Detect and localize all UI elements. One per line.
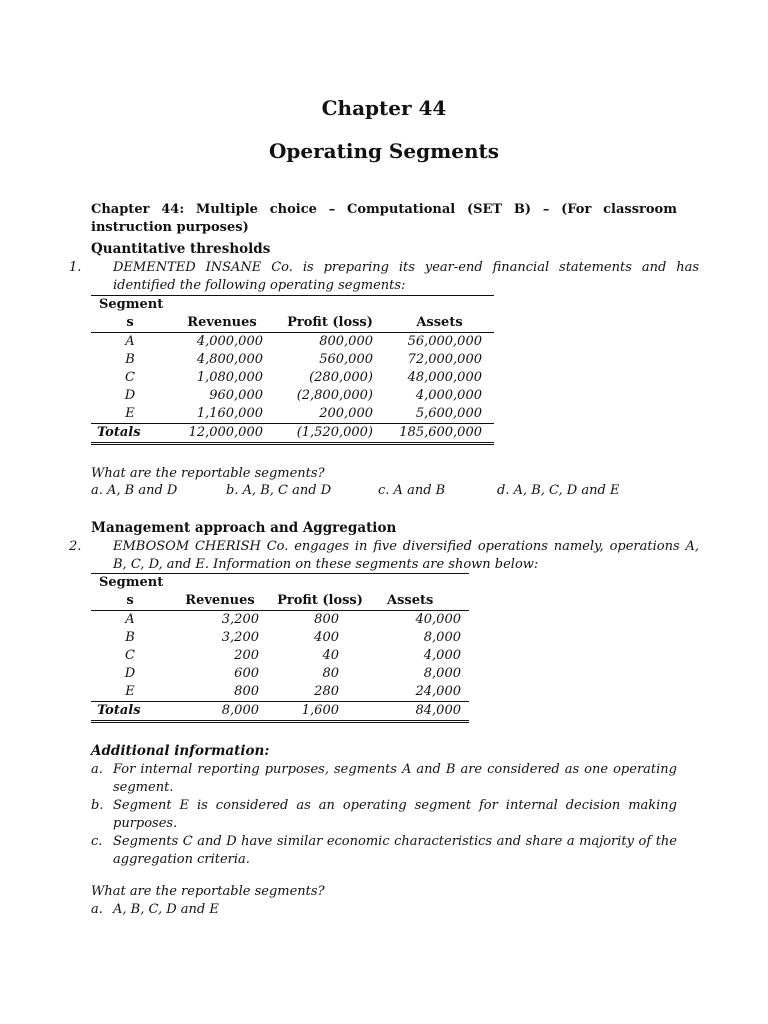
table-cell: (2,800,000) xyxy=(296,388,373,403)
table-cell: (280,000) xyxy=(309,370,373,385)
table-cell: 400 xyxy=(314,630,339,645)
table-cell: 800,000 xyxy=(319,334,373,349)
choice-1d: d. A, B, C, D and E xyxy=(497,483,620,498)
chapter-subtitle: Operating Segments xyxy=(268,139,500,163)
table-cell: B xyxy=(125,630,135,645)
table-cell: C xyxy=(125,370,135,385)
list-item-text: Segments C and D have similar economic characteristics and share a majority of the aggregation criteria. xyxy=(113,834,677,867)
table-1-col-assets: Assets xyxy=(385,314,494,333)
table-cell: Totals xyxy=(91,424,169,444)
table-totals-row xyxy=(91,424,494,444)
question-2-ask: What are the reportable segments? xyxy=(91,884,325,899)
table-cell: E xyxy=(125,406,135,421)
table-cell: 4,000,000 xyxy=(415,388,482,403)
table-2-col-assets: Assets xyxy=(369,592,469,611)
table-cell: A xyxy=(125,334,135,349)
table-cell: 8,000 xyxy=(169,702,271,722)
table-cell: 560,000 xyxy=(319,352,373,367)
table-row xyxy=(91,405,494,424)
table-cell: 3,200 xyxy=(221,612,259,627)
additional-info-title: Additional information: xyxy=(91,743,270,759)
table-row xyxy=(91,387,494,405)
table-1-col-segment: s xyxy=(91,314,169,333)
table-cell: 84,000 xyxy=(369,702,469,722)
table-row xyxy=(91,629,469,647)
table-row xyxy=(91,369,494,387)
table-cell: 185,600,000 xyxy=(385,424,494,444)
table-cell: 40 xyxy=(322,648,339,663)
choice-2a-text: A, B, C, D and E xyxy=(113,902,219,917)
table-cell: 56,000,000 xyxy=(407,334,482,349)
list-item-mark: b. xyxy=(91,798,104,813)
list-item-mark: a. xyxy=(91,762,103,777)
table-row xyxy=(91,333,494,352)
table-cell: E xyxy=(125,684,135,699)
set-heading: Chapter 44: Multiple choice – Computational (SET B) – (For classroom instruction purposes) xyxy=(91,202,677,235)
table-cell: 72,000,000 xyxy=(407,352,482,367)
table-row xyxy=(91,611,469,630)
table-cell: B xyxy=(125,352,135,367)
table-cell: 200 xyxy=(234,648,259,663)
table-2-header-segment: Segment xyxy=(99,575,164,590)
table-2-col-segment: s xyxy=(91,592,169,611)
table-cell: 40,000 xyxy=(415,612,461,627)
table-cell: 800 xyxy=(234,684,259,699)
chapter-title: Chapter 44 xyxy=(321,96,447,120)
table-cell: C xyxy=(125,648,135,663)
choice-1c: c. A and B xyxy=(378,483,446,498)
table-cell: 1,080,000 xyxy=(196,370,263,385)
table-cell: 8,000 xyxy=(423,666,461,681)
table-cell: 200,000 xyxy=(319,406,373,421)
question-1 xyxy=(69,259,699,295)
table-cell: 4,800,000 xyxy=(196,352,263,367)
table-cell: 280 xyxy=(314,684,339,699)
question-2-number: 2. xyxy=(69,539,82,554)
table-totals-row xyxy=(91,702,469,722)
question-2 xyxy=(69,538,699,574)
list-item-text: For internal reporting purposes, segments A and B are considered as one operating segment. xyxy=(113,762,677,795)
table-cell: 600 xyxy=(234,666,259,681)
table-cell: 5,600,000 xyxy=(415,406,482,421)
list-item xyxy=(91,797,677,833)
table-cell: 8,000 xyxy=(423,630,461,645)
table-2-col-profit: Profit (loss) xyxy=(271,592,369,611)
segment-table-2 xyxy=(91,573,469,723)
table-cell: 4,000 xyxy=(423,648,461,663)
choice-1b: b. A, B, C and D xyxy=(226,483,332,498)
table-cell: 1,600 xyxy=(271,702,369,722)
table-1-col-revenues: Revenues xyxy=(169,314,275,333)
table-cell: 48,000,000 xyxy=(407,370,482,385)
table-row xyxy=(91,683,469,702)
table-cell: 4,000,000 xyxy=(196,334,263,349)
additional-info-list xyxy=(91,761,677,869)
table-row xyxy=(91,665,469,683)
list-item xyxy=(91,833,677,869)
table-1-col-profit: Profit (loss) xyxy=(275,314,385,333)
table-2-col-revenues: Revenues xyxy=(169,592,271,611)
choice-1a: a. A, B and D xyxy=(91,483,178,498)
choice-2a xyxy=(91,901,219,919)
question-2-text: EMBOSOM CHERISH Co. engages in five diversified operations namely, operations A, B, C, D, and E. Information on these segments are shown below: xyxy=(113,539,699,572)
question-1-text: DEMENTED INSANE Co. is preparing its year-end financial statements and has identified the following operating segments: xyxy=(113,260,699,293)
segment-table-1 xyxy=(91,295,494,445)
table-cell: 1,160,000 xyxy=(196,406,263,421)
table-row xyxy=(91,647,469,665)
list-item-text: Segment E is considered as an operating segment for internal decision making purposes. xyxy=(113,798,677,831)
table-1-header-segment: Segment xyxy=(99,297,164,312)
section-title-quantitative: Quantitative thresholds xyxy=(91,241,271,257)
table-cell: (1,520,000) xyxy=(275,424,385,444)
table-cell: 24,000 xyxy=(415,684,461,699)
table-cell: 800 xyxy=(314,612,339,627)
table-cell: 80 xyxy=(322,666,339,681)
choice-2a-mark: a. xyxy=(91,902,103,917)
table-cell: 3,200 xyxy=(221,630,259,645)
list-item xyxy=(91,761,677,797)
section-title-management: Management approach and Aggregation xyxy=(91,520,397,536)
table-cell: A xyxy=(125,612,135,627)
question-1-number: 1. xyxy=(69,260,82,275)
table-cell: 960,000 xyxy=(209,388,263,403)
table-cell: Totals xyxy=(91,702,169,722)
table-cell: D xyxy=(124,388,136,403)
table-cell: 12,000,000 xyxy=(169,424,275,444)
table-cell: D xyxy=(124,666,136,681)
list-item-mark: c. xyxy=(91,834,103,849)
table-row xyxy=(91,351,494,369)
question-1-ask: What are the reportable segments? xyxy=(91,466,325,481)
